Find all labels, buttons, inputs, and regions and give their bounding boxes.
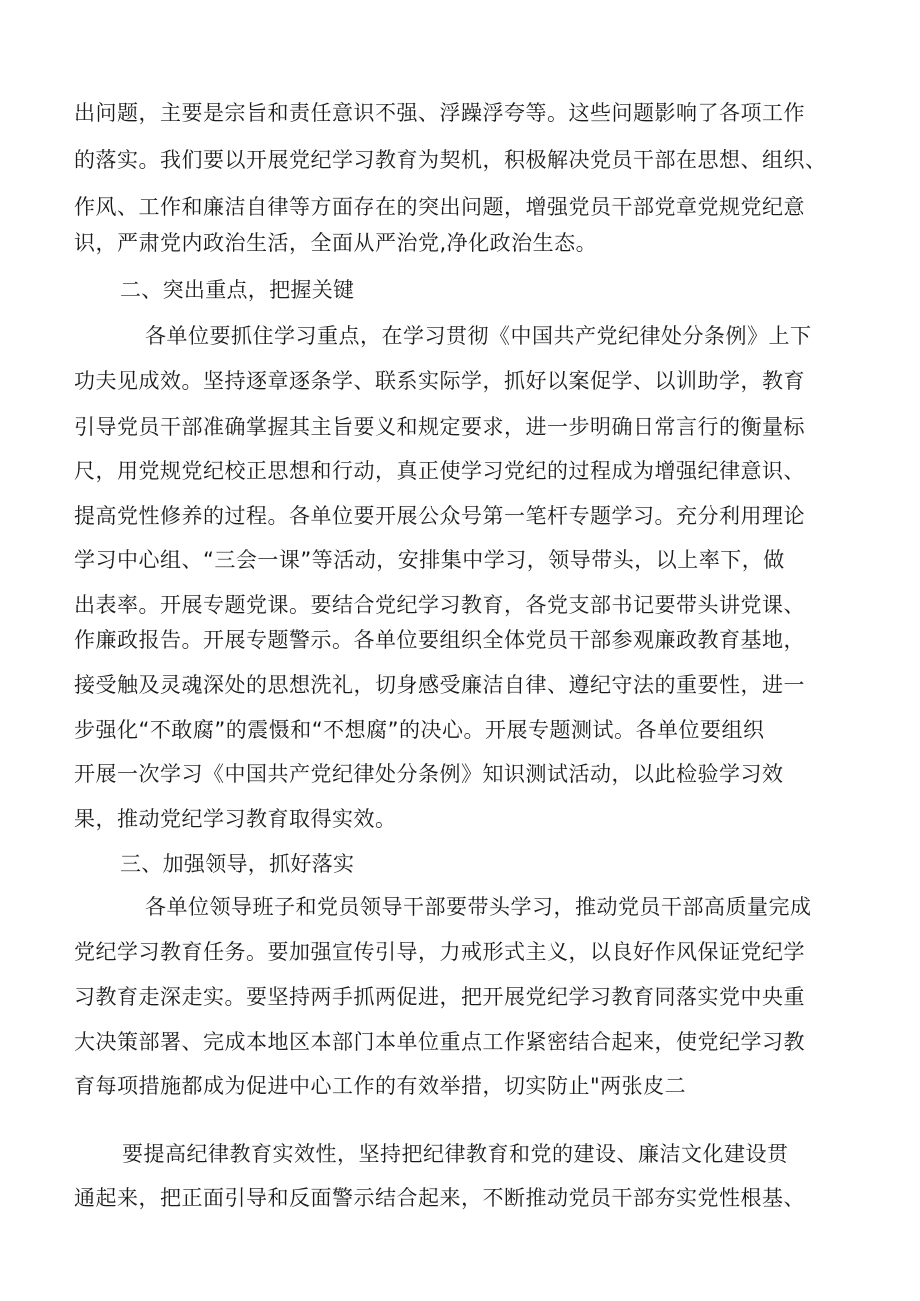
text-line: 开展一次学习《中国共产党纪律处分条例》知识测试活动，以此检验学习效 bbox=[74, 762, 784, 786]
text-line: 各单位要抓住学习重点，在学习贯彻《中国共产党纪律处分条例》上下 bbox=[145, 324, 812, 348]
text-line: 通起来，把正面引导和反面警示结合起来，不断推动党员干部夯实党性根基、 bbox=[74, 1186, 805, 1210]
text-line: 出表率。开展专题党课。要结合党纪学习教育，各党支部书记要带头讲党课、 bbox=[74, 593, 805, 617]
text-line: 果，推动党纪学习教育取得实效。 bbox=[74, 807, 397, 831]
section-heading: 二、突出重点，把握关键 bbox=[120, 278, 355, 302]
text-line: 的落实。我们要以开展党纪学习教育为契机，积极解决党员干部在思想、组织、 bbox=[74, 148, 827, 172]
text-line: 步强化“不敢腐”的震慑和“不想腐”的决心。开展专题测试。各单位要组织 bbox=[74, 718, 765, 742]
text-line: 提高党性修养的过程。各单位要开展公众号第一笔杆专题学习。充分利用理论 bbox=[74, 504, 805, 528]
text-line: 识，严肃党内政治生活，全面从严治党,净化政治生态。 bbox=[74, 231, 598, 255]
text-line: 育每项措施都成为促进中心工作的有效举措，切实防止"两张皮二 bbox=[74, 1074, 687, 1098]
text-line: 引导党员干部准确掌握其主旨要义和规定要求，进一步明确日常言行的衡量标 bbox=[74, 415, 805, 439]
text-line: 学习中心组、“三会一课”等活动，安排集中学习，领导带头，以上率下，做 bbox=[74, 548, 785, 572]
text-line: 作廉政报告。开展专题警示。各单位要组织全体党员干部参观廉政教育基地， bbox=[74, 628, 805, 652]
text-line: 各单位领导班子和党员领导干部要带头学习，推动党员干部高质量完成 bbox=[145, 895, 812, 919]
text-line: 尺，用党规党纪校正思想和行动，真正使学习党纪的过程成为增强纪律意识、 bbox=[74, 459, 805, 483]
text-line: 作风、工作和廉洁自律等方面存在的突出问题，增强党员干部党章党规党纪意 bbox=[74, 195, 805, 219]
text-line: 功夫见成效。坚持逐章逐条学、联系实际学，抓好以案促学、以训助学，教育 bbox=[74, 369, 805, 393]
text-line: 要提高纪律教育实效性，坚持把纪律教育和党的建设、廉洁文化建设贯 bbox=[122, 1142, 789, 1166]
text-line: 习教育走深走实。要坚持两手抓两促进，把开展党纪学习教育同落实党中央重 bbox=[74, 985, 805, 1009]
text-line: 大决策部署、完成本地区本部门本单位重点工作紧密结合起来，使党纪学习教 bbox=[74, 1030, 805, 1054]
section-heading: 三、加强领导，抓好落实 bbox=[120, 852, 355, 876]
text-line: 接受触及灵魂深处的思想洗礼，切身感受廉洁自律、遵纪守法的重要性，进一 bbox=[74, 673, 805, 697]
text-line: 党纪学习教育任务。要加强宣传引导，力戒形式主义，以良好作风保证党纪学 bbox=[74, 940, 805, 964]
text-line: 出问题，主要是宗旨和责任意识不强、浮躁浮夸等。这些问题影响了各项工作 bbox=[74, 101, 805, 125]
